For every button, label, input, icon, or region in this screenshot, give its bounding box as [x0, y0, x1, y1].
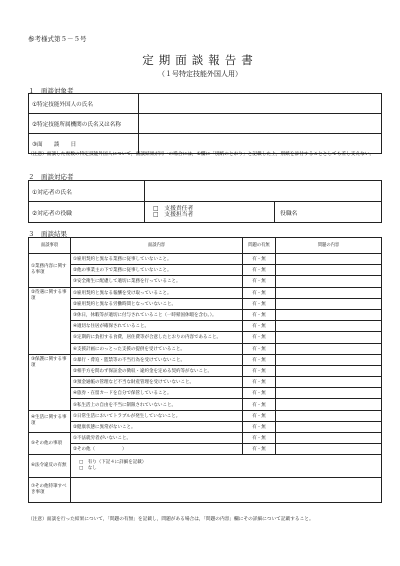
detail-field[interactable] [276, 298, 382, 309]
form-reference: 参考様式第５－５号 [28, 35, 87, 43]
row-content: ④旅券・在留カードを自分で保管していること。 [71, 388, 243, 399]
problem-toggle[interactable]: 有・無 [243, 365, 276, 376]
interviewer-name-field[interactable] [145, 181, 382, 202]
problem-toggle[interactable]: 有・無 [243, 388, 276, 399]
problem-toggle[interactable]: 有・無 [243, 321, 276, 332]
problem-toggle[interactable]: 有・無 [243, 276, 276, 287]
table-row [29, 399, 382, 410]
special-notes-field[interactable] [71, 478, 382, 503]
support-staff-checkbox[interactable]: □ 支援担当者 [153, 212, 194, 218]
table-header-row [29, 238, 382, 254]
detail-field[interactable] [276, 388, 382, 399]
problem-toggle[interactable]: 有・無 [243, 265, 276, 276]
detail-field[interactable] [276, 444, 382, 455]
table-row [29, 388, 382, 399]
problem-toggle[interactable]: 有・無 [243, 410, 276, 421]
problem-toggle[interactable]: 有・無 [243, 444, 276, 455]
table-row [29, 202, 382, 223]
page-title: 定期面談報告書 [142, 53, 258, 67]
header-problem: 問題の有無 [243, 238, 276, 254]
support-manager-checkbox[interactable]: □ 支援責任者 [153, 205, 194, 212]
row-content: ①雇用契約と異なる業務に従事していないこと。 [71, 254, 243, 265]
post-name-label: 役職名 [275, 202, 303, 223]
interviewer-name-label: ①対応者の氏名 [29, 181, 145, 202]
table-row [29, 455, 382, 478]
row-content: ①暴行・脅迫・監禁等の不当行為を受けていないこと。 [71, 354, 243, 365]
table-row [29, 343, 382, 354]
interview-date-label: ③面 談 日 [29, 134, 139, 154]
law-violation-options [71, 455, 382, 478]
problem-toggle[interactable]: 有・無 [243, 377, 276, 388]
results-table [28, 237, 382, 503]
table-row [29, 114, 382, 134]
table-row [29, 94, 382, 114]
detail-field[interactable] [276, 309, 382, 320]
row-content: ①不法就労者がいないこと。 [71, 433, 243, 444]
group-2-item: ②待遇に関する事項 [29, 287, 71, 354]
row-content: ②雇用契約と異なる労働時間となっていないこと。 [71, 298, 243, 309]
section-3-heading: ３ 面談結果 [28, 230, 67, 238]
detail-field[interactable] [276, 421, 382, 432]
detail-field[interactable] [276, 332, 382, 343]
header-item: 面談事項 [29, 238, 71, 254]
detail-field[interactable] [276, 377, 382, 388]
detail-field[interactable] [276, 365, 382, 376]
table-row [29, 444, 382, 455]
problem-toggle[interactable]: 有・無 [243, 399, 276, 410]
row-content: ⑤私生活上の自由を不当に制限されていないこと。 [71, 399, 243, 410]
table-row [29, 321, 382, 332]
worker-name-label: ①特定技能外国人の氏名 [29, 94, 139, 114]
problem-toggle[interactable]: 有・無 [243, 309, 276, 320]
table-row [29, 265, 382, 276]
problem-toggle[interactable]: 有・無 [243, 287, 276, 298]
header-detail: 問題の内容 [276, 238, 382, 254]
problem-toggle[interactable]: 有・無 [243, 343, 276, 354]
section-1-heading: １ 面談対象者 [28, 87, 74, 95]
problem-toggle[interactable]: 有・無 [243, 254, 276, 265]
section-2-heading: ２ 面談対応者 [28, 173, 74, 181]
group-3-item: ③保護に関する事項 [29, 354, 71, 410]
table-row [29, 354, 382, 365]
header-content: 面談内容 [71, 238, 243, 254]
problem-toggle[interactable]: 有・無 [243, 298, 276, 309]
page-subtitle: （１号特定技能外国人用） [158, 70, 242, 78]
detail-field[interactable] [276, 287, 382, 298]
detail-field[interactable] [276, 433, 382, 444]
group-5-item: ⑤その他の事項 [29, 433, 71, 455]
row-content: ①雇用契約と異なる報酬を受け取っていること。 [71, 287, 243, 298]
table-row [29, 421, 382, 432]
row-content: ②他の事業主の下で業務に従事していないこと。 [71, 265, 243, 276]
table-row [29, 433, 382, 444]
detail-field[interactable] [276, 321, 382, 332]
row-content: ②その他（ ） [71, 444, 243, 455]
section-1-note: （注意）面談した複数の特定技能外国人について，面談結果が同一の場合には，①欄に「別紙のとおり」と記載した上，別紙を添付することとしても差し支えない。 [28, 152, 375, 157]
detail-field[interactable] [276, 399, 382, 410]
row-content: ⑥支援計画にのっとった支援の提供を受けていること。 [71, 343, 243, 354]
worker-name-field[interactable] [139, 94, 382, 114]
law-violation-item: ⑥法令違反の有無 [29, 455, 71, 478]
role-options [145, 202, 275, 223]
detail-field[interactable] [276, 276, 382, 287]
detail-field[interactable] [276, 354, 382, 365]
row-content: ②相手方を問わず保証金の徴収・違約金を定める契約等がないこと。 [71, 365, 243, 376]
law-violation-no-checkbox[interactable]: □ なし [79, 466, 97, 472]
detail-field[interactable] [276, 343, 382, 354]
table-row [29, 298, 382, 309]
problem-toggle[interactable]: 有・無 [243, 354, 276, 365]
table-row [29, 410, 382, 421]
row-content: ①日常生活においてトラブルが発生していないこと。 [71, 410, 243, 421]
row-content: ④適切な住居が確保されていること。 [71, 321, 243, 332]
row-content: ③預金通帳の管理など不当な財産管理を受けていないこと。 [71, 377, 243, 388]
table-row [29, 365, 382, 376]
row-content: ③休日，休暇等が適切に付与されていること（一時帰国休暇を含む。）。 [71, 309, 243, 320]
table-row [29, 478, 382, 503]
interviewer-role-label: ②対応者の役職 [29, 202, 145, 223]
table-row [29, 377, 382, 388]
detail-field[interactable] [276, 254, 382, 265]
detail-field[interactable] [276, 410, 382, 421]
section-3-note: （注意）面談を行った結果について，「問題の有無」を記載し，問題がある場合は，「問題の内容」欄にその詳細について記載すること。 [28, 517, 314, 522]
organization-name-field[interactable] [139, 114, 382, 134]
row-content: ③安全衛生に配慮して適切に業務を行っていること。 [71, 276, 243, 287]
special-notes-item: ⑦その他特筆すべき事項 [29, 478, 71, 503]
table-row [29, 181, 382, 202]
detail-field[interactable] [276, 265, 382, 276]
table-row [29, 332, 382, 343]
post-name-field[interactable] [303, 202, 382, 223]
problem-toggle[interactable]: 有・無 [243, 332, 276, 343]
table-row [29, 287, 382, 298]
organization-name-label: ②特定技能所属機関の氏名又は名称 [29, 114, 139, 134]
problem-toggle[interactable]: 有・無 [243, 421, 276, 432]
table-row [29, 309, 382, 320]
law-violation-yes-checkbox[interactable]: □ 有り（下記４に詳細を記載） [79, 460, 147, 466]
group-1-item: ①業務内容に関する事項 [29, 254, 71, 288]
table-row [29, 276, 382, 287]
interviewee-table [28, 93, 382, 154]
row-content: ⑤定期的に負担する食費，居住費等が合意したとおりの内容であること。 [71, 332, 243, 343]
group-4-item: ④生活に関する事項 [29, 410, 71, 432]
row-content: ②健康状態に異常がないこと。 [71, 421, 243, 432]
table-row [29, 254, 382, 265]
interviewer-table [28, 180, 382, 223]
problem-toggle[interactable]: 有・無 [243, 433, 276, 444]
